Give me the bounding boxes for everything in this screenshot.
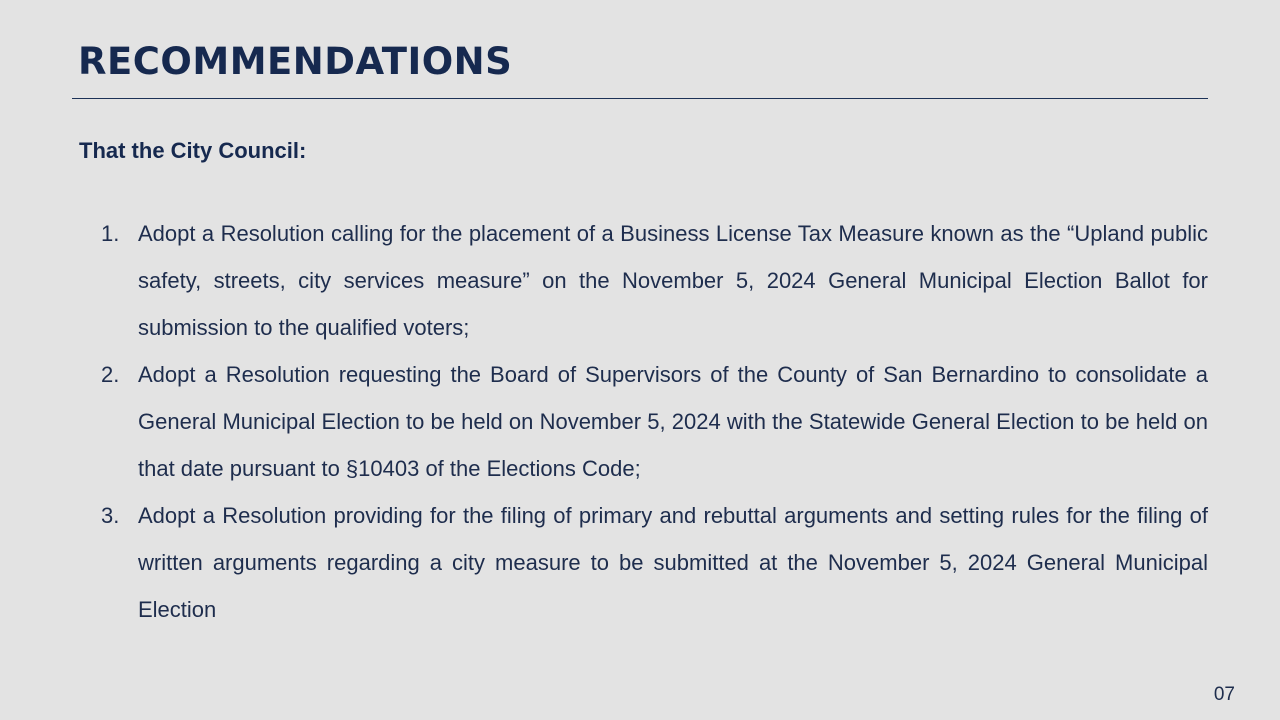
recommendations-list bbox=[96, 210, 1208, 633]
list-item bbox=[96, 351, 1208, 492]
list-item-text: Adopt a Resolution calling for the placement of a Business License Tax Measure known as the “Upland public safety, streets, city services measure” on the November 5, 2024 General Municipal Election Ballot for submission to the qualified voters; bbox=[138, 221, 1208, 340]
slide-title: RECOMMENDATIONS bbox=[78, 40, 513, 83]
list-item-number: 3. bbox=[101, 503, 120, 528]
title-divider bbox=[72, 98, 1208, 99]
list-item-text: Adopt a Resolution providing for the filing of primary and rebuttal arguments and setting rules for the filing of written arguments regarding a city measure to be submitted at the November 5, 2024 General Municipal Election bbox=[138, 503, 1208, 622]
list-item bbox=[96, 210, 1208, 351]
page-number: 07 bbox=[1213, 684, 1235, 705]
list-item bbox=[96, 492, 1208, 633]
list-item-number: 2. bbox=[101, 362, 120, 387]
intro-text: That the City Council: bbox=[79, 138, 307, 163]
list-item-text: Adopt a Resolution requesting the Board of Supervisors of the County of San Bernardino to consolidate a General Municipal Election to be held on November 5, 2024 with the Statewide General Election to be held on that date pursuant to §10403 of the Elections Code; bbox=[138, 362, 1208, 481]
list-item-number: 1. bbox=[101, 221, 120, 246]
